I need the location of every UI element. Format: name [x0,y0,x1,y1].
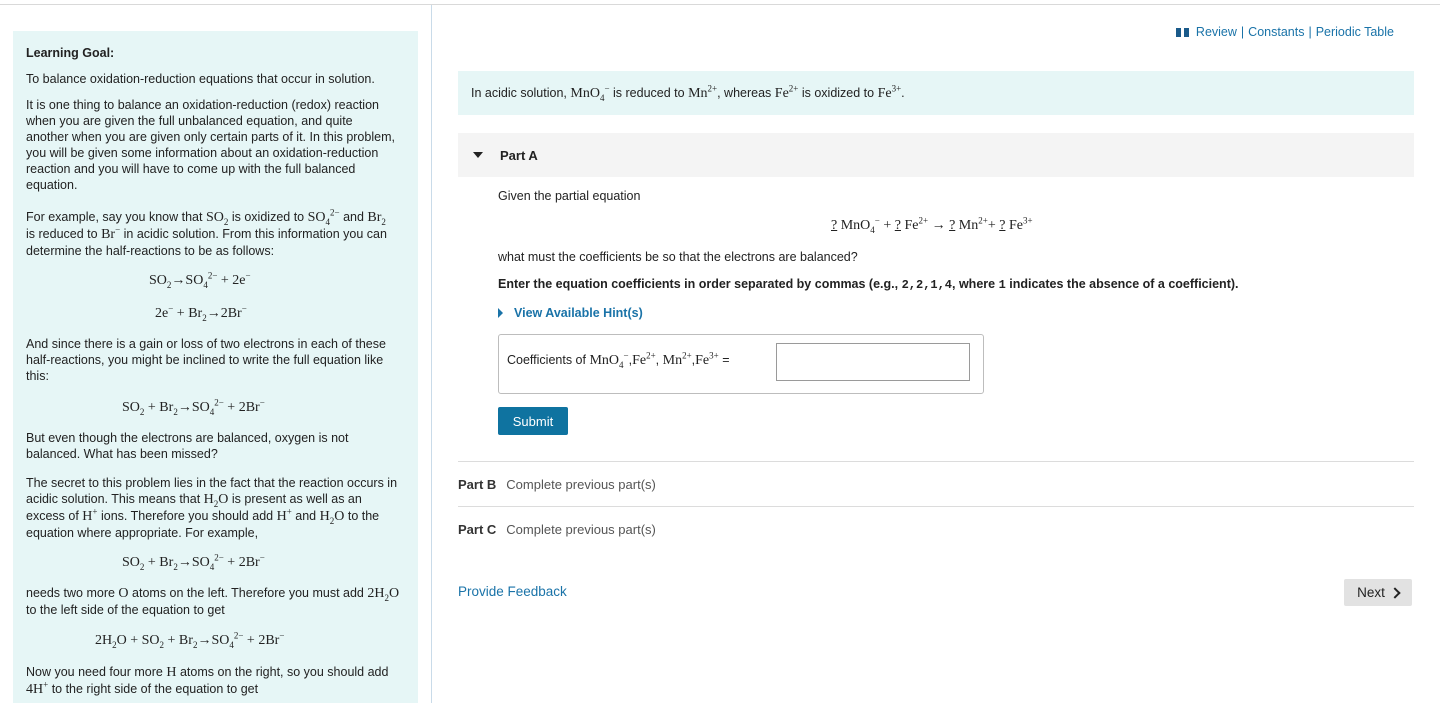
divider [458,506,1414,507]
now-paragraph: Now you need four more H atoms on the right, so you should add 4H+ to the right side of the equation to get [26,665,389,697]
resource-links [1176,25,1394,39]
half-reaction-2: $2e^- + Br_2\to 2Br^-$ [155,303,247,323]
divider [458,461,1414,462]
but-paragraph: But even though the electrons are balanced, oxygen is not balanced. What has been missed? [26,431,349,461]
half-reaction-1: $SO_2\to SO_4^{2-} + 2e^-$ [149,270,251,290]
part-b-status: Complete previous part(s) [506,477,656,492]
submit-button[interactable]: Submit [498,407,568,435]
constants-link[interactable]: Constants [1248,25,1305,39]
part-c-label: Part C [458,522,497,537]
part-c-row[interactable] [458,522,656,537]
given-text: Given the partial equation [498,189,641,203]
book-icon [1176,28,1189,37]
chevron-right-icon [1389,587,1400,598]
review-link[interactable]: Review [1195,25,1237,39]
context-text: In acidic solution, MnO$_4$− is reduced to $Mn^{2+}$, whereas $Fe^{2+}$ is oxidized to $Fe^{3+}$. [471,83,905,103]
intro-paragraph: It is one thing to balance an oxidation-reduction (redox) reaction when you are given the full unbalanced equation, and quite another when you are given only certain parts of it. In this problem, you will be given some information about an oxidation-reduction reaction and you will have to come up with the full balanced equation. [26,98,395,192]
part-b-label: Part B [458,477,497,492]
learning-goal-panel [13,31,418,703]
provide-feedback-link[interactable]: Provide Feedback [458,584,567,599]
question-text: what must the coefficients be so that the electrons are balanced? [498,250,858,264]
partial-equation: ? MnO$_4$− + ? $Fe^{2+}$ → ? $Mn^{2+}+$ ? $Fe^{3+}$ [831,215,1033,235]
answer-box [498,334,984,394]
part-a-header[interactable] [458,133,1414,177]
answer-label: Coefficients of $MnO_4^-,Fe^{2+}$, $Mn^{2+},Fe^{3+}$ = [507,350,730,370]
part-a-label: Part A [500,148,538,163]
learning-goal-heading: Learning Goal: [26,46,115,60]
top-border [0,4,1440,5]
link-separator: | [1308,25,1312,39]
caret-right-icon [498,308,503,318]
problem-context [458,71,1414,115]
caret-down-icon [473,152,483,158]
periodic-table-link[interactable]: Periodic Table [1315,25,1394,39]
view-hints-link[interactable] [498,306,643,320]
learning-goal-text: To balance oxidation-reduction equations that occur in solution. [26,72,375,86]
hint-label: View Available Hint(s) [514,306,643,320]
gain-paragraph: And since there is a gain or loss of two electrons in each of these half-reactions, you might be inclined to write the full equation like this: [26,337,386,383]
coefficients-input[interactable] [776,343,970,381]
needs-paragraph: needs two more O atoms on the left. Therefore you must add $2H_2O$ to the left side of the equation to get [26,586,400,617]
part-b-row[interactable] [458,477,656,492]
part-c-status: Complete previous part(s) [506,522,656,537]
secret-paragraph: The secret to this problem lies in the fact that the reaction occurs in acidic solution. This means that $H_2O$ is present as well as an excess of H+ ions. Therefore you should add H+ and $H_2O$ to the equation where appropriate. For example, [26,476,398,540]
example-paragraph: For example, say you know that $SO_2$ is oxidized to $SO_4^{2-}$ and $Br_2$ is reduced to Br− in acidic solution. From this information you can determine the half-reactions to be as follows: [26,207,387,258]
full-equation-1: $SO_2 + Br_2\to SO_4^{2-} + 2Br^-$ [122,397,265,417]
link-separator: | [1240,25,1245,39]
full-equation-2: $SO_2 + Br_2\to SO_4^{2-} + 2Br^-$ [122,552,265,572]
column-divider [431,5,432,703]
next-button[interactable] [1344,579,1412,606]
full-equation-3: $2H_2O + SO_2 + Br_2\to SO_4^{2-} + 2Br^-$ [95,630,285,650]
instructions: Enter the equation coefficients in order separated by commas (e.g., 2,2,1,4, where 1 indicates the absence of a coefficient). [498,277,1239,292]
next-label: Next [1357,585,1385,600]
